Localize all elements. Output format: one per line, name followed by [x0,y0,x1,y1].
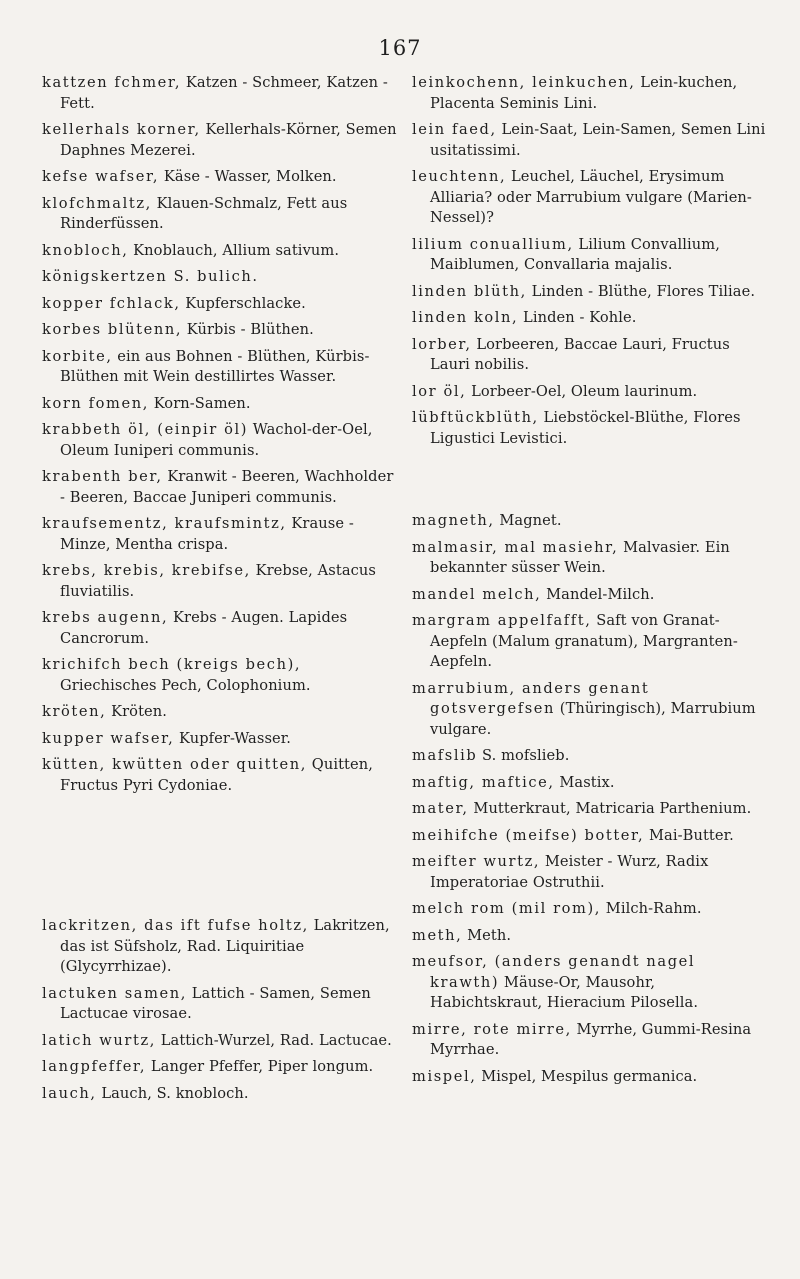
dictionary-entry [42,467,397,508]
dictionary-entry [42,1084,397,1105]
left-column [42,73,397,1110]
entry-headword: meth, [412,926,463,944]
entry-headword: latich wurtz, [42,1031,156,1049]
dictionary-entry [412,382,767,403]
dictionary-entry [412,120,767,161]
entry-definition: Mastix. [554,773,615,791]
entry-headword: langpfeffer, [42,1058,147,1075]
dictionary-entry [42,755,397,796]
dictionary-entry [412,235,767,276]
entry-headword: kattzen fchmer, [42,74,182,91]
entry-definition: Kröten. [106,703,168,720]
dictionary-entry [42,294,397,315]
entry-headword: lor öl, [412,382,467,400]
dictionary-entry [42,394,397,415]
dictionary-entry [412,282,767,303]
dictionary-entry [42,655,397,696]
dictionary-entry [42,167,397,188]
dictionary-entry [412,335,767,376]
dictionary-entry [412,852,767,893]
entry-headword: korbes blütenn, [42,321,183,338]
dictionary-entry [412,1020,767,1061]
left-entries-top [42,73,397,796]
entry-definition: Kranwit - Beeren, Wachholder - Beeren, Baccae Juniperi communis. [60,468,394,506]
entry-headword: mispel, [412,1067,477,1085]
entry-definition: Korn-Samen. [148,394,251,412]
entry-definition: Griechisches Pech, Colophonium. [60,676,311,694]
entry-definition: Leuchel, Läuchel, Erysimum Alliaria? oder Marrubium vulgare (Marien-Nessel)? [430,168,752,226]
entry-headword: krabenth ber, [42,468,163,485]
dictionary-entry [42,1057,397,1078]
entry-headword: leinkochenn, leinkuchen, [412,74,636,91]
entry-headword: margram appelfafft, [412,612,592,629]
entry-definition: S. mofslieb. [477,747,570,764]
entry-headword: lauch, [42,1084,97,1102]
right-entries-top [412,73,767,449]
entry-definition: Mai-Butter. [644,826,734,844]
entry-definition: Mandel-Milch. [541,585,655,603]
entry-definition: Kürbis - Blüthen. [182,321,314,338]
entry-definition: Kupfer-Wasser. [174,729,291,747]
entry-headword: lorber, [412,335,472,353]
entry-headword: kröten, [42,703,107,720]
dictionary-entry [412,773,767,794]
dictionary-entry [42,608,397,649]
dictionary-entry [42,916,397,978]
entry-headword: mandel melch, [412,585,542,603]
entry-headword: krebs augenn, [42,609,169,626]
left-entries-bottom [42,916,397,1104]
entry-definition: Lein-kuchen, Placenta Seminis Lini. [430,74,738,112]
entry-definition: Meth. [462,926,512,944]
entry-definition: Malvasier. Ein bekannter süsser Wein. [430,538,730,576]
entry-definition: Meister - Wurz, Radix Imperatoriae Ostruthii. [430,853,709,891]
dictionary-entry [412,926,767,947]
entry-definition: Lorbeeren, Baccae Lauri, Fructus Lauri nobilis. [430,335,730,373]
dictionary-entry [42,194,397,235]
entry-definition: Kupferschlacke. [180,294,306,312]
dictionary-entry [412,585,767,606]
dictionary-entry [42,267,397,288]
entry-headword: lilium conuallium, [412,235,574,253]
right-column-gap [412,455,767,511]
entry-headword: melch rom (mil rom), [412,900,602,917]
dictionary-entry [412,511,767,532]
entry-headword: malmasir, mal masiehr, [412,538,619,556]
entry-definition: Quitten, Fructus Pyri Cydoniae. [60,756,373,794]
dictionary-entry [412,73,767,114]
entry-definition: Mispel, Mespilus germanica. [476,1067,698,1085]
entry-headword: kraufsementz, kraufsmintz, [42,515,287,532]
entry-headword: lein faed, [412,121,497,138]
entry-headword: lackritzen, das ift fufse holtz, [42,917,309,934]
entry-definition: Magnet. [494,512,562,529]
right-entries-bottom [412,511,767,1087]
entry-headword: lactuken samen, [42,984,188,1002]
entry-definition: Lattich - Samen, Semen Lactucae virosae. [60,984,371,1022]
dictionary-entry [412,746,767,767]
entry-definition: Mäuse-Or, Mausohr, Habichtskraut, Hieracium Pilosella. [430,973,699,1011]
entry-definition: Lilium Convallium, Maiblumen, Convallaria majalis. [430,235,720,273]
entry-headword: krichifch bech (kreigs bech), [42,656,302,673]
entry-definition: (Thüringisch), Marrubium vulgare. [430,700,756,738]
dictionary-entry [412,826,767,847]
entry-definition: Klauen-Schmalz, Fett aus Rinderfüssen. [60,194,348,232]
entry-headword: klofchmaltz, [42,194,152,212]
dictionary-entry [42,702,397,723]
right-column [412,73,767,1093]
dictionary-entry [412,611,767,673]
dictionary-entry [412,408,767,449]
dictionary-entry [42,420,397,461]
entry-definition: Lauch, S. knobloch. [96,1084,249,1102]
entry-headword: korbite, [42,347,113,365]
entry-definition: Lattich-Wurzel, Rad. Lactucae. [155,1031,392,1049]
entry-headword: kefse wafser, [42,168,160,185]
left-column-gap [42,802,397,916]
entry-headword: krebs, krebis, krebifse, [42,562,251,579]
dictionary-entry [42,984,397,1025]
entry-headword: marrubium, anders genant gotsvergefsen [412,679,650,717]
entry-headword: meifter wurtz, [412,853,541,870]
entry-headword: korn fomen, [42,394,149,412]
entry-headword: meufsor, (anders genandt nagel krawth) [412,953,696,991]
entry-definition: Krebs - Augen. Lapides Cancrorum. [60,609,348,647]
entry-headword: kopper fchlack, [42,294,181,312]
entry-definition: Milch-Rahm. [601,900,702,917]
page-number: 167 [378,36,422,60]
entry-headword: magneth, [412,512,495,529]
entry-headword: leuchtenn, [412,168,507,185]
entry-definition: Wachol-der-Oel, Oleum Iuniperi communis. [60,421,373,459]
entry-definition: Krause - Minze, Mentha crispa. [60,515,354,553]
dictionary-entry [412,1067,767,1088]
entry-definition: ein aus Bohnen - Blüthen, Kürbis-Blüthen mit Wein destillirtes Wasser. [60,347,370,385]
entry-headword: linden koln, [412,309,519,326]
entry-headword: maftig, maftice, [412,773,555,791]
dictionary-entry [412,538,767,579]
entry-definition: Linden - Kohle. [518,309,637,326]
dictionary-entry [42,347,397,388]
entry-definition: Liebstöckel-Blüthe, Flores Ligustici Levistici. [430,409,741,447]
dictionary-entry [42,241,397,262]
entry-definition: Lein-Saat, Lein-Samen, Semen Lini usitatissimi. [430,121,766,159]
entry-definition: Krebse, Astacus fluviatilis. [60,562,376,600]
entry-definition: Saft von Granat-Aepfeln (Malum granatum), Margranten-Aepfeln. [430,612,738,670]
dictionary-entry [42,1031,397,1052]
entry-headword: kellerhals korner, [42,121,201,138]
entry-headword: königskertzen S. bulich. [42,268,259,285]
dictionary-entry [42,514,397,555]
entry-definition: Myrrhe, Gummi-Resina Myrrhae. [430,1020,752,1058]
entry-headword: linden blüth, [412,282,527,300]
dictionary-entry [42,561,397,602]
entry-headword: kupper wafser, [42,729,175,747]
entry-headword: mafslib [412,747,478,764]
dictionary-entry [412,899,767,920]
dictionary-entry [412,952,767,1014]
entry-definition: Langer Pfeffer, Piper longum. [146,1058,374,1075]
entry-headword: krabbeth öl, (einpir öl) [42,421,249,438]
entry-definition: Knoblauch, Allium sativum. [128,241,340,259]
dictionary-entry [412,799,767,820]
entry-headword: knobloch, [42,241,129,259]
dictionary-entry [412,167,767,229]
dictionary-entry [412,308,767,329]
entry-definition: Käse - Wasser, Molken. [159,168,337,185]
entry-definition: Katzen - Schmeer, Katzen - Fett. [60,74,388,112]
dictionary-entry [412,679,767,741]
entry-headword: meihifche (meifse) botter, [412,826,645,844]
entry-definition: Kellerhals-Körner, Semen Daphnes Mezerei. [60,121,397,159]
entry-definition: Mutterkraut, Matricaria Parthenium. [468,800,752,817]
entry-definition: Lorbeer-Oel, Oleum laurinum. [466,382,698,400]
entry-headword: kütten, kwütten oder quitten, [42,756,308,773]
entry-headword: mater, [412,800,469,817]
dictionary-entry [42,73,397,114]
dictionary-entry [42,120,397,161]
entry-definition: Linden - Blüthe, Flores Tiliae. [526,282,756,300]
entry-definition: Lakritzen, das ist Süfsholz, Rad. Liquiritiae (Glycyrrhizae). [60,917,390,975]
dictionary-entry [42,729,397,750]
entry-headword: mirre, rote mirre, [412,1020,572,1038]
entry-headword: lübftückblüth, [412,409,539,426]
dictionary-entry [42,320,397,341]
